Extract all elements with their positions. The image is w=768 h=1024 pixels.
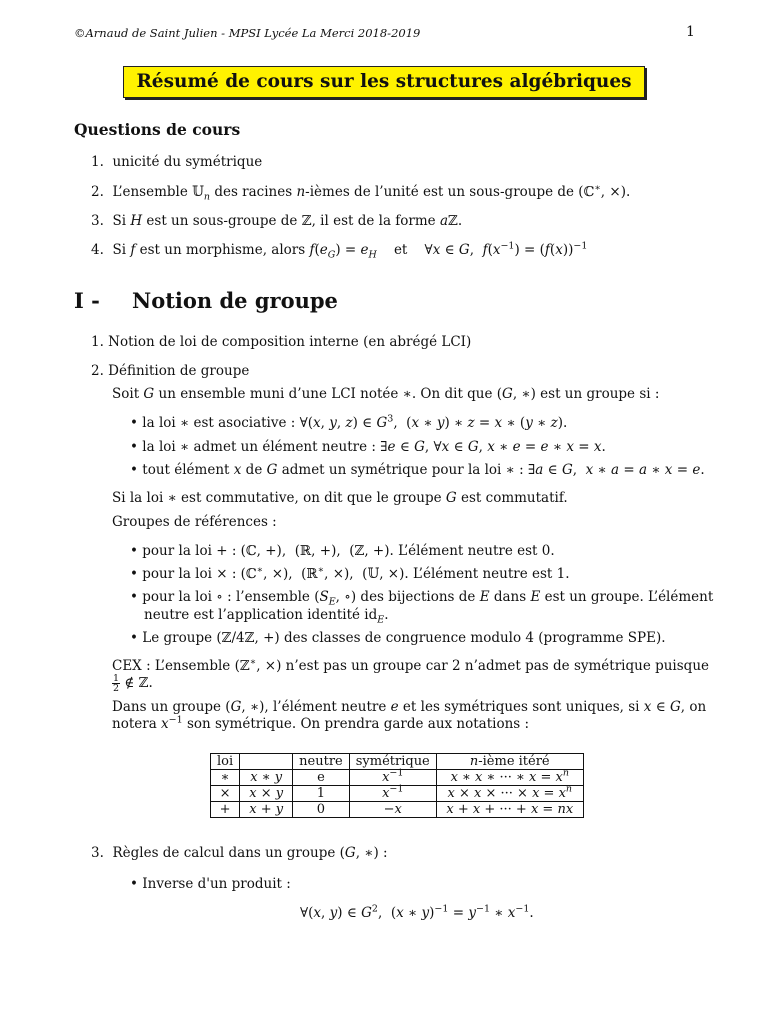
table-cell: x + x + ··· + x = nx <box>436 802 583 818</box>
counterexample: CEX : L’ensemble (ℤ∗, ×) n’est pas un groupe car 2 n’admet pas de symétrique puisque <box>112 656 710 674</box>
counterexample-cont: $\frac{1}{2}$ ∉ ℤ. <box>113 673 153 694</box>
table-cell: x × y <box>240 786 293 802</box>
table-cell: x + y <box>240 802 293 818</box>
table-cell: × <box>211 786 240 802</box>
table-cell: 1 <box>293 786 350 802</box>
question-item-2: 2. L’ensemble 𝕌$_n$ des racines n-ièmes de l’unité est un sous-groupe de (ℂ∗, ×). <box>91 182 631 203</box>
axiom-inverse: • tout élément x de G admet un symétrique pour la loi ∗ : ∃a ∈ G, x ∗ a = a ∗ x = e. <box>130 462 705 478</box>
page-number: 1 <box>686 24 695 40</box>
rule-formula: ∀(x, y) ∈ $G^2$, (x ∗ $y)^{-1} = y^{-1}$ ∗ $x^{-1}$. <box>300 903 534 921</box>
section-title: Notion de groupe <box>132 288 338 313</box>
rule-heading: • Inverse d'un produit : <box>130 876 291 892</box>
table-cell: + <box>211 802 240 818</box>
section-number: I - <box>74 288 100 313</box>
uniqueness-note-cont: notera $x^{-1}$ son symétrique. On prendra garde aux notations : <box>112 714 530 732</box>
fraction-one-half: $\frac{1}{2}$ <box>113 673 120 694</box>
table-cell: ∗ <box>211 770 240 786</box>
table-header-cell: n-ième itéré <box>436 754 583 770</box>
document-title: Résumé de cours sur les structures algébriques <box>123 66 645 98</box>
uniqueness-note: Dans un groupe (G, ∗), l’élément neutre e et les symétriques sont uniques, si x ∈ G, on <box>112 699 707 715</box>
reference-composition-cont: neutre est l’application identité $id_E$. <box>144 607 389 626</box>
references-heading: Groupes de références : <box>112 514 277 530</box>
question-item-3: 3. Si H est un sous-groupe de ℤ, il est de la forme aℤ. <box>91 213 463 229</box>
questions-heading: Questions de cours <box>74 120 241 139</box>
table-cell: −x <box>349 802 436 818</box>
table-cell: x × x × ··· × $x = x^n$ <box>436 786 583 802</box>
table-cell: x ∗ y <box>240 770 293 786</box>
table-header-cell: symétrique <box>349 754 436 770</box>
group-definition-intro: Soit G un ensemble muni d’une LCI notée ∗. On dit que (G, ∗) est un groupe si : <box>112 386 660 402</box>
table-cell: $x^{-1}$ <box>349 770 436 786</box>
table-row <box>211 802 584 818</box>
section-item-3-title: 3. Règles de calcul dans un groupe (G, ∗) : <box>91 845 388 861</box>
section-item-2-title: 2. Définition de groupe <box>91 363 250 379</box>
section-heading <box>74 288 338 313</box>
table-cell: e <box>293 770 350 786</box>
axiom-neutral: • la loi ∗ admet un élément neutre : ∃e ∈ G, ∀x ∈ G, x ∗ e = e ∗ x = x. <box>130 439 606 455</box>
running-header: ©Arnaud de Saint Julien - MPSI Lycée La Merci 2018-2019 <box>74 26 421 40</box>
table-cell: 0 <box>293 802 350 818</box>
commutative-note: Si la loi ∗ est commutative, on dit que le groupe G est commutatif. <box>112 490 568 506</box>
notation-table <box>210 753 584 818</box>
reference-additive: • pour la loi + : (ℂ, +), (ℝ, +), (ℤ, +). L’élément neutre est 0. <box>130 543 555 559</box>
section-item-1: 1. Notion de loi de composition interne (en abrégé LCI) <box>91 334 472 350</box>
reference-composition: • pour la loi ∘ : l’ensemble ($S_E$, ∘) des bijections de E dans E est un groupe. L’élément <box>130 589 714 608</box>
question-item-1: 1. unicité du symétrique <box>91 154 263 170</box>
question-item-4: 4. Si f est un morphisme, alors $f(e_G) = e_H$ et ∀x ∈ G, $f(x^{-1}) = (f(x))^{-1}$ <box>91 240 588 261</box>
table-header-cell: neutre <box>293 754 350 770</box>
rule-heading-text: Inverse d'un produit : <box>142 876 291 892</box>
table-cell: x ∗ x ∗ ··· ∗ $x = x^n$ <box>436 770 583 786</box>
table-cell: $x^{-1}$ <box>349 786 436 802</box>
table-row <box>211 786 584 802</box>
reference-zmod4: • Le groupe (ℤ/4ℤ, +) des classes de congruence modulo 4 (programme SPE). <box>130 630 666 646</box>
reference-multiplicative: • pour la loi × : (ℂ∗, ×), (ℝ∗, ×), (𝕌, ×). L’élément neutre est 1. <box>130 564 570 582</box>
axiom-associativity: • la loi ∗ est asociative : ∀(x, y, z) ∈ $G^3$, (x ∗ y) ∗ z = x ∗ (y ∗ z). <box>130 413 568 431</box>
table-header-cell <box>240 754 293 770</box>
table-header-cell: loi <box>211 754 240 770</box>
